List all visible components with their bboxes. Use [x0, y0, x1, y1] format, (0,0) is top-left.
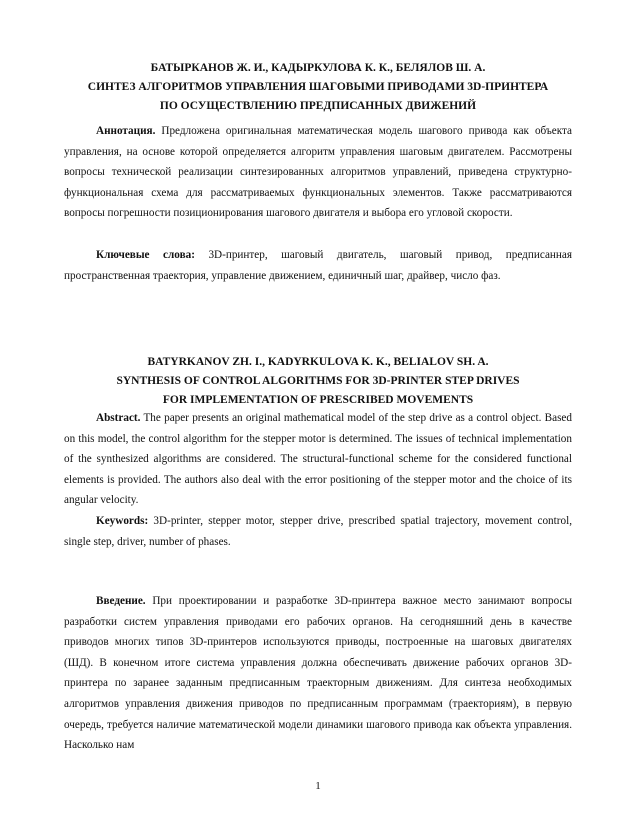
russian-title-line-1: СИНТЕЗ АЛГОРИТМОВ УПРАВЛЕНИЯ ШАГОВЫМИ ПРИВОДАМИ 3D-ПРИНТЕРА: [87, 81, 549, 93]
introduction-text: При проектировании и разработке 3D-принтера важное место занимают вопросы разработки систем управления приводами его рабочих органов. На сегодняшний день в качестве приводов многих типов 3D-принтеров используются приводы, построенные на шаговых двигателях (ШД). В конечном итоге система управления должна обеспечивать движение рабочих органов 3D-принтера по заранее заданным предписанным траекторным движениям. Для синтеза необходимых алгоритмов управления движения приводов по предписанным программам (траекториям), в первую очередь, требуется наличие математической модели динамики шагового привода как объекта управления. Насколько нам: [64, 595, 572, 752]
russian-keywords-label: Ключевые слова:: [96, 249, 195, 261]
english-keywords-text: 3D-printer, stepper motor, stepper drive, prescribed spatial trajectory, movement control, single step, driver, number of phases.: [64, 515, 572, 548]
english-title-line-2: FOR IMPLEMENTATION OF PRESCRIBED MOVEMENTS: [162, 394, 474, 406]
russian-abstract: [64, 121, 572, 224]
russian-keywords: [64, 245, 572, 286]
english-title-line-1: SYNTHESIS OF CONTROL ALGORITHMS FOR 3D-PRINTER STEP DRIVES: [116, 375, 520, 387]
russian-title-line-2: ПО ОСУЩЕСТВЛЕНИЮ ПРЕДПИСАННЫХ ДВИЖЕНИЙ: [159, 100, 477, 112]
russian-keywords-text: 3D-принтер, шаговый двигатель, шаговый привод, предписанная пространственная траектория, управление движением, единичный шаг, драйвер, число фаз.: [64, 249, 572, 282]
english-abstract-label: Abstract.: [96, 412, 141, 424]
english-keywords-label: Keywords:: [96, 515, 149, 527]
english-abstract: [64, 408, 572, 511]
introduction-paragraph: [64, 591, 572, 756]
russian-authors: БАТЫРКАНОВ Ж. И., КАДЫРКУЛОВА К. К., БЕЛЯЛОВ Ш. А.: [150, 62, 486, 74]
russian-title-block: [64, 59, 572, 116]
english-keywords: [64, 511, 572, 552]
english-abstract-text: The paper presents an original mathematical model of the step drive as a control object. Based on this model, the control algorithm for the stepper motor is determined. The issues of technical implementation of the synthesized algorithms are considered. The structural-functional scheme for the considered functional elements is provided. The authors also deal with the error positioning of the stepper motor and the choice of its angular velocity.: [64, 412, 572, 507]
english-title-block: [64, 353, 572, 410]
english-authors: BATYRKANOV ZH. I., KADYRKULOVA K. K., BELIALOV SH. A.: [147, 356, 489, 368]
introduction-label: Введение.: [96, 595, 146, 607]
page-number: 1: [315, 780, 321, 792]
russian-abstract-text: Предложена оригинальная математическая модель шагового привода как объекта управления, на основе которой определяется алгоритм управления шаговым двигателем. Рассмотрены вопросы технической реализации синтезированных алгоритмов управлений, приведена структурно-функциональная схема для рассматриваемых функциональных элементов. Также рассматриваются вопросы погрешности позиционирования шагового двигателя и выбора его угловой скорости.: [64, 125, 572, 220]
russian-abstract-label: Аннотация.: [96, 125, 156, 137]
